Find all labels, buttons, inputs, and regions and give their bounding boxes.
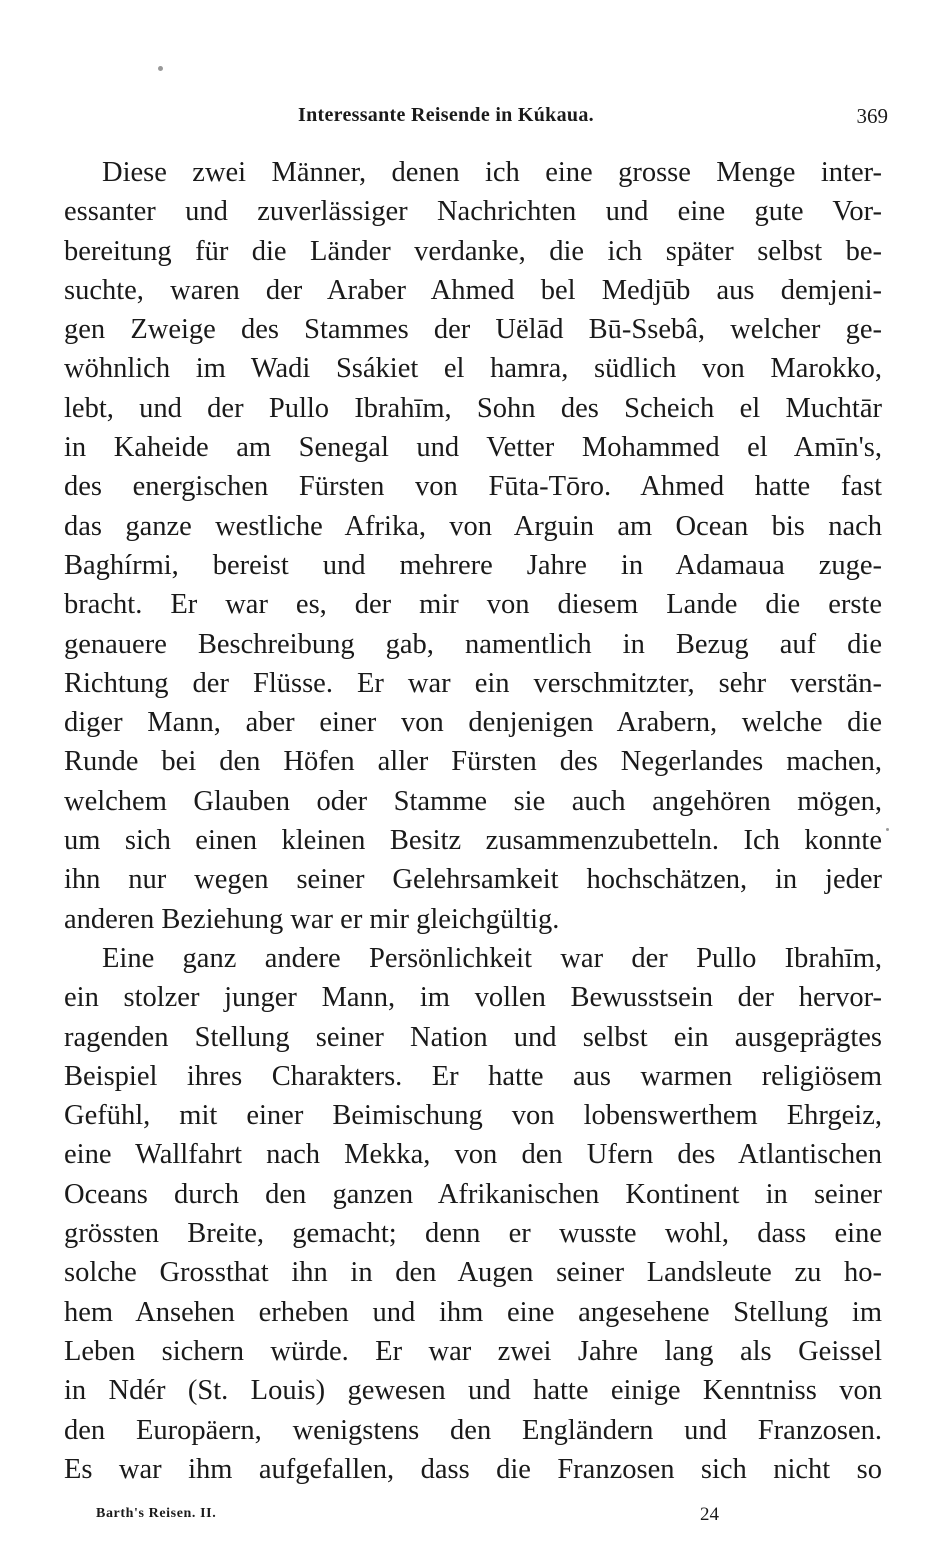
paragraph-1 — [64, 153, 882, 939]
text-line: Leben sichern würde. Er war zwei Jahre lang als Geissel — [64, 1335, 882, 1367]
page-footer — [90, 1506, 790, 1530]
page-header — [60, 104, 890, 134]
signature-number: 24 — [700, 1504, 719, 1525]
text-line: suchte, waren der Araber Ahmed bel Medjūb aus demjeni- — [64, 274, 882, 306]
text-line: solche Grossthat ihn in den Augen seiner Landsleute zu ho- — [64, 1257, 882, 1289]
text-line: diger Mann, aber einer von denjenigen Arabern, welche die — [64, 707, 882, 739]
scan-speck — [158, 66, 163, 71]
text-line: Es war ihm aufgefallen, dass die Franzosen sich nicht so — [64, 1453, 882, 1485]
text-line: in Kaheide am Senegal und Vetter Mohammed el Amīn's, — [64, 432, 882, 464]
body-text — [64, 153, 882, 1489]
text-line: grössten Breite, gemacht; denn er wusste wohl, dass eine — [64, 1218, 882, 1250]
text-line: anderen Beziehung war er mir gleichgültig. — [64, 903, 560, 935]
text-line: bereitung für die Länder verdanke, die ich später selbst be- — [64, 235, 882, 267]
text-line: wöhnlich im Wadi Ssákiet el hamra, südlich von Marokko, — [64, 353, 882, 385]
text-line: gen Zweige des Stammes der Uëlād Bū-Ssebâ, welcher ge- — [64, 314, 882, 346]
text-line: ragenden Stellung seiner Nation und selbst ein ausgeprägtes — [64, 1021, 882, 1053]
text-line: Diese zwei Männer, denen ich eine grosse Menge inter- — [102, 157, 882, 188]
text-line: Richtung der Flüsse. Er war ein verschmitzter, sehr verstän- — [64, 667, 882, 699]
text-line: Beispiel ihres Charakters. Er hatte aus warmen religiösem — [64, 1060, 882, 1092]
text-line: das ganze westliche Afrika, von Arguin am Ocean bis nach — [64, 510, 882, 542]
text-line: ihn nur wegen seiner Gelehrsamkeit hochschätzen, in jeder — [64, 864, 882, 896]
text-line: eine Wallfahrt nach Mekka, von den Ufern des Atlantischen — [64, 1139, 882, 1171]
text-line: den Europäern, wenigstens den Engländern und Franzosen. — [64, 1414, 882, 1446]
text-line: Baghírmi, bereist und mehrere Jahre in Adamaua zuge- — [64, 549, 882, 581]
text-line: hem Ansehen erheben und ihm eine angesehene Stellung im — [64, 1296, 882, 1328]
text-line: welchem Glauben oder Stamme sie auch angehören mögen, — [64, 785, 882, 817]
scan-speck — [886, 828, 889, 831]
text-line: in Ndér (St. Louis) gewesen und hatte einige Kenntniss von — [64, 1375, 882, 1407]
text-line: Runde bei den Höfen aller Fürsten des Negerlandes machen, — [64, 746, 882, 778]
text-line: Gefühl, mit einer Beimischung von lobenswerthem Ehrgeiz, — [64, 1100, 882, 1132]
text-line: lebt, und der Pullo Ibrahīm, Sohn des Scheich el Muchtār — [64, 392, 882, 424]
text-line: genauere Beschreibung gab, namentlich in Bezug auf die — [64, 628, 882, 660]
text-line: des energischen Fürsten von Fūta-Tōro. Ahmed hatte fast — [64, 471, 882, 503]
text-line: Oceans durch den ganzen Afrikanischen Kontinent in seiner — [64, 1178, 882, 1210]
text-line: Eine ganz andere Persönlichkeit war der Pullo Ibrahīm, — [102, 942, 882, 974]
text-line: um sich einen kleinen Besitz zusammenzubetteln. Ich konnte — [64, 825, 882, 857]
running-title: Interessante Reisende in Kúkaua. — [298, 104, 594, 126]
text-line: essanter und zuverlässiger Nachrichten und eine gute Vor- — [64, 196, 882, 228]
page-number: 369 — [856, 104, 888, 128]
text-line: bracht. Er war es, der mir von diesem Lande die erste — [64, 589, 882, 621]
text-line: ein stolzer junger Mann, im vollen Bewusstsein der hervor- — [64, 982, 882, 1014]
paragraph-2 — [64, 939, 882, 1489]
signature-mark: Barth's Reisen. II. — [96, 1506, 217, 1521]
